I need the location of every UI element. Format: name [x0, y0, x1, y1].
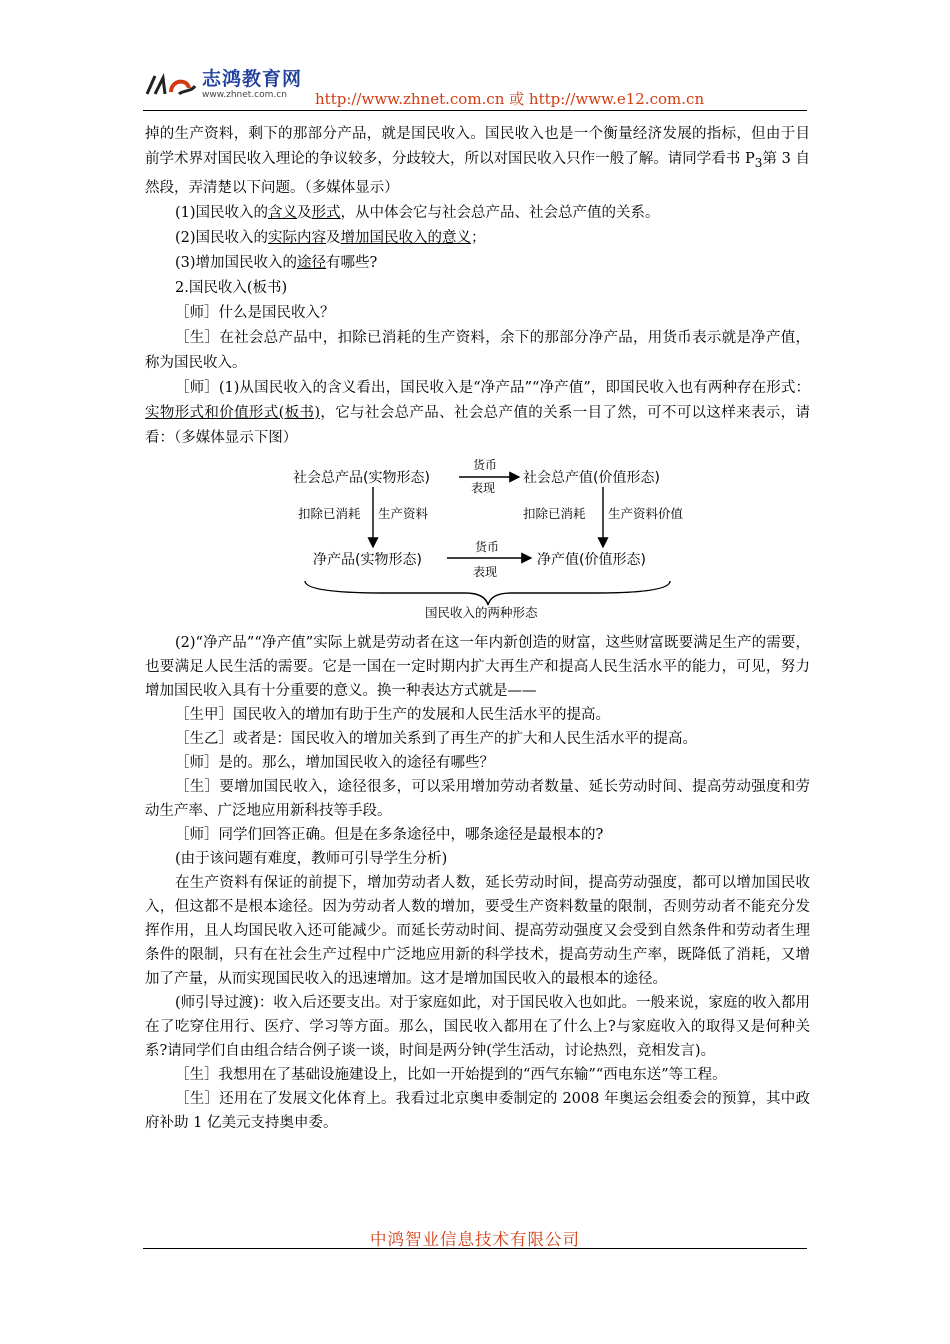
paragraph-4: (师引导过渡)：收入后还要支出。对于家庭如此，对于国民收入也如此。一般来说，家庭的收入都用在了吃穿住用行、医疗、学习等方面。那么，国民收入都用在了什么上?与家庭收入的取得又是何种关系?请同学们自由组合结合例子谈一谈，时间是两分钟(学生活动，讨论热烈，竞相发言)。 [145, 994, 810, 1059]
logo-icon [143, 68, 199, 102]
diagram-caption: 国民收入的两种形态 [425, 604, 538, 620]
question-2: (2)国民收入的实际内容及增加国民收入的意义； [175, 229, 486, 246]
student-line-2: ［生甲］国民收入的增加有助于生产的发展和人民生活水平的提高。 [175, 706, 610, 723]
teacher-line-2: ［师］(1)从国民收入的含义看出，国民收入是“净产品”“净产值”，即国民收入也有两种存在形式：实物形式和价值形式(板书)，它与社会总产品、社会总产值的关系一目了然，可不可以这样来表示，请看：（多媒体显示下图） [145, 379, 810, 446]
page-header [143, 60, 808, 114]
diagram-left-label-a: 扣除已消耗 [298, 505, 361, 521]
student-line-5: ［生］我想用在了基础设施建设上，比如一开始提到的“西气东输”“西电东送”等工程。 [175, 1066, 727, 1083]
diagram-arrow-bottom-label-b: 表现 [473, 564, 498, 579]
logo-title: 志鸿教育网 [202, 68, 303, 90]
teacher-line-1: ［师］什么是国民收入？ [175, 304, 335, 321]
diagram-left-label-b: 生产资料 [378, 505, 429, 521]
student-line-1: ［生］在社会总产品中，扣除已消耗的生产资料，余下的那部分净产品，用货币表示就是净产值，称为国民收入。 [145, 329, 810, 371]
teacher-line-4: ［师］同学们回答正确。但是在多条途径中，哪条途径是最根本的? [175, 826, 604, 843]
teacher-line-3: ［师］是的。那么，增加国民收入的途径有哪些？ [175, 754, 494, 771]
section-heading: 2.国民收入(板书) [175, 279, 288, 296]
document-body [145, 122, 810, 1135]
question-1: (1)国民收入的含义及形式，从中体会它与社会总产品、社会总产值的关系。 [175, 204, 660, 221]
footer-divider [143, 1248, 807, 1249]
question-3: (3)增加国民收入的途径有哪些? [175, 254, 378, 271]
paragraph-3: 在生产资料有保证的前提下，增加劳动者人数，延长劳动时间，提高劳动强度，都可以增加国民收入，但这都不是根本途径。因为劳动者人数的增加，要受生产资料数量的限制，否则劳动者不能充分发挥作用，且人均国民收入还可能减少。而延长劳动时间、提高劳动强度又会受到自然条件和劳动者生理条件的限制，只有在社会生产过程中广泛地应用新的科学技术，提高劳动生产率，既降低了消耗，又增加了产量，从而实现国民收入的迅速增加。这才是增加国民收入的最根本的途径。 [145, 874, 810, 987]
student-line-6: ［生］还用在了发展文化体育上。我看过北京奥申委制定的 2008 年奥运会组委会的预算，其中政府补助 1 亿美元支持奥申委。 [145, 1090, 810, 1131]
logo-subtitle: www.zhnet.com.cn [202, 90, 287, 100]
diagram-bottom-left: 净产品(实物形态) [313, 551, 422, 568]
paragraph-2: (2)“净产品”“净产值”实际上就是劳动者在这一年内新创造的财富，这些财富既要满足生产的需要，也要满足人民生活的需要。它是一国在一定时期内扩大再生产和提高人民生活水平的能力，可见，努力增加国民收入具有十分重要的意义。换一种表达方式就是—— [145, 634, 810, 699]
student-line-3: ［生乙］或者是：国民收入的增加关系到了再生产的扩大和人民生活水平的提高。 [175, 730, 697, 747]
diagram-arrow-top-label-a: 货币 [473, 457, 498, 472]
diagram-right-label-b: 生产资料价值 [608, 505, 684, 521]
diagram-arrow-bottom-label-a: 货币 [475, 539, 500, 554]
diagram-top-right: 社会总产值(价值形态) [523, 469, 660, 486]
header-divider [143, 110, 807, 111]
national-income-diagram [145, 455, 810, 625]
diagram-bottom-right: 净产值(价值形态) [537, 551, 646, 568]
teacher-note: (由于该问题有难度，教师可引导学生分析) [175, 850, 448, 867]
diagram-top-left: 社会总产品(实物形态) [293, 469, 430, 486]
header-url-line: http://www.zhnet.com.cn 或 http://www.e12.com.cn [315, 90, 705, 108]
footer-company: 中鸿智业信息技术有限公司 [370, 1230, 580, 1249]
diagram-right-label-a: 扣除已消耗 [523, 505, 586, 521]
diagram-arrow-top-label-b: 表现 [471, 480, 496, 495]
student-line-4: ［生］要增加国民收入，途径很多，可以采用增加劳动者数量、延长劳动时间、提高劳动强度和劳动生产率、广泛地应用新科技等手段。 [145, 778, 810, 819]
paragraph-intro: 掉的生产资料，剩下的那部分产品，就是国民收入。国民收入也是一个衡量经济发展的指标，但由于目前学术界对国民收入理论的争议较多，分歧较大，所以对国民收入只作一般了解。请同学看书 $P_3$第 3 自然段，弄清楚以下问题。（多媒体显示） [145, 126, 810, 196]
diagram-brace [305, 581, 670, 605]
